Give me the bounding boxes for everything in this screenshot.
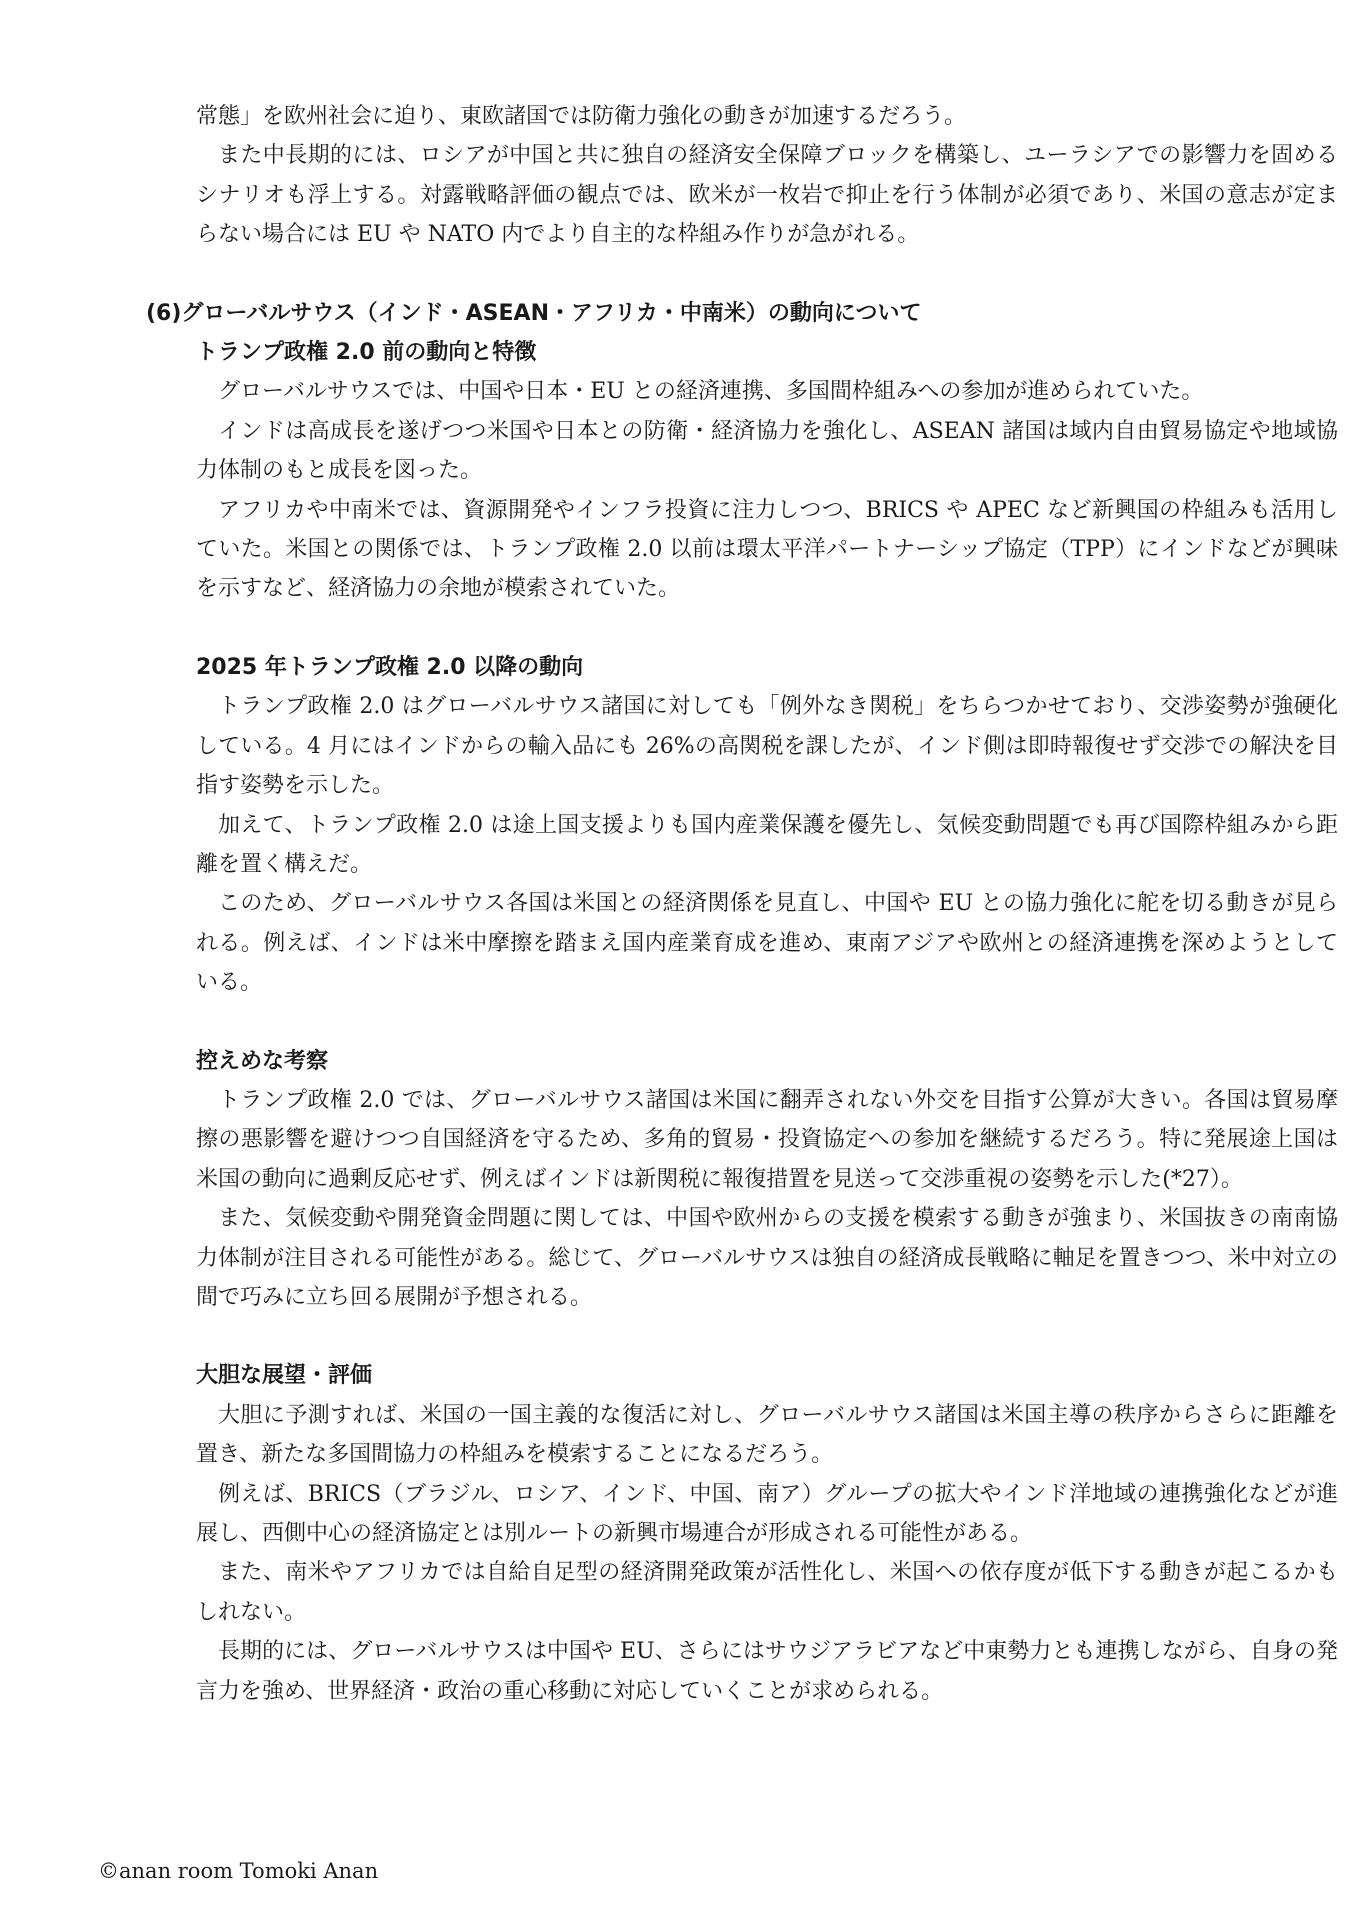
spacer	[196, 1317, 1338, 1356]
bold-paragraph-1: 大胆に予測すれば、米国の一国主義的な復活に対し、グローバルサウス諸国は米国主導の秩序からさらに距離を置き、新たな多国間協力の枠組みを模索することになるだろう。	[196, 1402, 1338, 1468]
copyright-footer: ©anan room Tomoki Anan	[98, 1859, 379, 1883]
bold-paragraph-2: 例えば、BRICS（ブラジル、ロシア、インド、中国、南ア）グループの拡大やインド洋地域の連携強化などが進展し、西側中心の経済協定とは別ルートの新興市場連合が形成される可能性がある。	[196, 1481, 1338, 1546]
after-paragraph-3: このため、グローバルサウス各国は米国との経済関係を見直し、中国や EU との協力強化に舵を切る動きが見られる。例えば、インドは米中摩擦を踏まえ国内産業育成を進め、東南アジアや欧州との経済連携を深めようとしている。	[196, 891, 1338, 996]
subsection-title-bold: 大胆な展望・評価	[196, 1363, 373, 1389]
subsection-title-modest: 控えめな考察	[196, 1048, 329, 1074]
after-paragraph-1: トランプ政権 2.0 はグローバルサウス諸国に対しても「例外なき関税」をちらつかせており、交渉姿勢が強硬化している。4 月にはインドからの輸入品にも 26%の高関税を課したが、インド側は即時報復せず交渉での解決を目指す姿勢を示した。	[196, 694, 1338, 799]
before-paragraph-3: アフリカや中南米では、資源開発やインフラ投資に注力しつつ、BRICS や APEC など新興国の枠組みも活用していた。米国との関係では、トランプ政権 2.0 以前は環太平洋パートナーシップ協定（TPP）にインドなどが興味を示すなど、経済協力の余地が模索されていた。	[196, 497, 1338, 602]
spacer	[196, 255, 1338, 294]
modest-paragraph-1: トランプ政権 2.0 では、グローバルサウス諸国は米国に翻弄されない外交を目指す公算が大きい。各国は貿易摩擦の悪影響を避けつつ自国経済を守るため、多角的貿易・投資協定への参加を継続するだろう。特に発展途上国は米国の動向に過剰反応せず、例えばインドは新関税に報復措置を見送って交渉重視の姿勢を示した(*27）。	[196, 1087, 1338, 1192]
bold-paragraph-4: 長期的には、グローバルサウスは中国や EU、さらにはサウジアラビアなど中東勢力とも連携しながら、自身の発言力を強め、世界経済・政治の重心移動に対応していくことが求められる。	[196, 1639, 1338, 1704]
subsection-title-after: 2025 年トランプ政権 2.0 以降の動向	[196, 654, 584, 680]
spacer	[196, 609, 1338, 648]
before-paragraph-1: グローバルサウスでは、中国や日本・EU との経済連携、多国間枠組みへの参加が進められていた。	[218, 379, 1204, 405]
subsection-title-before: トランプ政権 2.0 前の動向と特徴	[196, 340, 537, 366]
after-paragraph-2: 加えて、トランプ政権 2.0 は途上国支援よりも国内産業保護を優先し、気候変動問題でも再び国際枠組みから距離を置く構えだ。	[196, 812, 1338, 877]
intro-paragraph-2: また中長期的には、ロシアが中国と共に独自の経済安全保障ブロックを構築し、ユーラシアでの影響力を固めるシナリオも浮上する。対露戦略評価の観点では、欧米が一枚岩で抑止を行う体制が必須であり、米国の意志が定まらない場合には EU や NATO 内でより自主的な枠組み作りが急がれる。	[196, 143, 1338, 248]
before-paragraph-2: インドは高成長を遂げつつ米国や日本との防衛・経済協力を強化し、ASEAN 諸国は域内自由貿易協定や地域協力体制のもと成長を図った。	[196, 418, 1338, 484]
document-body	[146, 97, 1338, 1711]
bold-paragraph-3: また、南米やアフリカでは自給自足型の経済開発政策が活性化し、米国への依存度が低下する動きが起こるかもしれない。	[196, 1560, 1338, 1625]
intro-paragraph-1: 常態」を欧州社会に迫り、東欧諸国では防衛力強化の動きが加速するだろう。	[196, 104, 967, 129]
section-heading: (6)グローバルサウス（インド・ASEAN・アフリカ・中南米）の動向について	[146, 300, 922, 326]
modest-paragraph-2: また、気候変動や開発資金問題に関しては、中国や欧州からの支援を模索する動きが強まり、米国抜きの南南協力体制が注目される可能性がある。総じて、グローバルサウスは独自の経済成長戦略に軸足を置きつつ、米中対立の間で巧みに立ち回る展開が予想される。	[196, 1206, 1338, 1310]
spacer	[196, 1003, 1338, 1042]
